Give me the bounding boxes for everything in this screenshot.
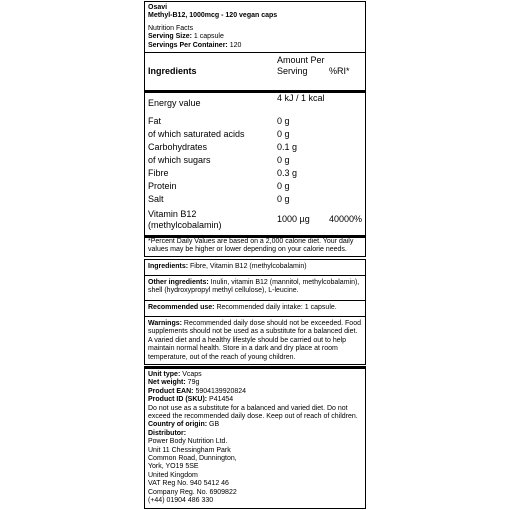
- distributor-address: [148, 438, 362, 505]
- product-sku: [148, 396, 362, 404]
- nutrient-amount: 0 g: [277, 155, 290, 165]
- sku-value: P41454: [207, 396, 234, 404]
- ingredients-line: [148, 263, 362, 271]
- table-row: [145, 168, 365, 180]
- divider: [145, 316, 365, 317]
- distributor-address-line: VAT Reg No. 940 5412 46: [148, 480, 229, 488]
- table-row: [145, 116, 365, 128]
- servings-value: 120: [227, 41, 242, 49]
- table-row: [145, 209, 365, 234]
- divider: [145, 275, 365, 276]
- country-of-origin: [148, 421, 362, 429]
- nutrient-amount: 0 g: [277, 194, 290, 204]
- nutrient-amount: 0 g: [277, 181, 290, 191]
- net-weight: [148, 379, 362, 387]
- label-header: [148, 4, 362, 50]
- nutrient-name: of which sugars: [148, 155, 211, 165]
- distributor-address-line: Power Body Nutrition Ltd.: [148, 438, 228, 446]
- nutrient-amount: 0 g: [277, 129, 290, 139]
- unit-type-label: Unit type:: [148, 371, 181, 378]
- nutrient-name: Energy value: [148, 98, 201, 108]
- serving-size: [148, 33, 362, 41]
- nutrient-amount: 0.1 g: [277, 142, 298, 152]
- nutrient-amount: 4 kJ / 1 kcal: [277, 93, 325, 103]
- table-row: [145, 129, 365, 141]
- table-row: [145, 142, 365, 154]
- header-divider: [145, 52, 365, 53]
- divider: [145, 300, 365, 301]
- nutrient-name: Fibre: [148, 168, 169, 178]
- nutrition-facts-title: Nutrition Facts: [148, 24, 194, 32]
- net-weight-value: 79g: [185, 379, 200, 387]
- distributor-address-line: Common Road, Dunnington,: [148, 455, 237, 463]
- nutrient-name: Protein: [148, 181, 177, 191]
- nutrient-amount: 0 g: [277, 116, 290, 126]
- unit-type: [148, 371, 362, 379]
- warnings: [148, 320, 362, 362]
- ean-label: Product EAN:: [148, 387, 194, 395]
- ingredients-label: Ingredients:: [148, 263, 189, 270]
- other-ingredients-label: Other ingredients:: [148, 279, 209, 286]
- ingredients-text: Fibre, Vitamin B12 (methylcobalamin): [188, 263, 307, 270]
- nutrient-name: Fat: [148, 116, 162, 126]
- disclaimer: Do not use as a substitute for a balanced and varied diet. Do not exceed the recommended daily dose. Keep out of reach of children.: [148, 404, 358, 421]
- table-footnote: *Percent Daily Values are based on a 2,000 calorie diet. Your daily values may be higher or lower depending on your calorie needs.: [148, 238, 354, 254]
- product-details-panel: [144, 366, 366, 509]
- distributor-address-line: (+44) 01904 486 330: [148, 497, 214, 505]
- nutrient-name: Vitamin B12 (methylcobalamin): [148, 209, 222, 230]
- supplement-label: [144, 0, 366, 510]
- nutrient-name: Carbohydrates: [148, 142, 208, 152]
- distributor-label: Distributor:: [148, 429, 187, 437]
- servings-per-container: [148, 42, 362, 50]
- table-row: [145, 181, 365, 193]
- other-ingredients: [148, 279, 362, 296]
- product-ean: [148, 388, 362, 396]
- distributor-address-line: United Kingdom: [148, 471, 198, 479]
- product-name: Methyl-B12, 1000mcg - 120 vegan caps: [148, 12, 278, 20]
- distributor-address-line: York, YO19 5SE: [148, 463, 199, 471]
- distributor-address-line: Company Reg. No. 6909822: [148, 488, 237, 496]
- nutrient-ri: 40000%: [329, 214, 363, 224]
- servings-label: Servings Per Container:: [148, 41, 228, 49]
- distributor-address-line: Unit 11 Chessingham Park: [148, 446, 231, 454]
- serving-size-label: Serving Size:: [148, 33, 192, 41]
- warnings-label: Warnings:: [148, 320, 182, 327]
- col-ri: %RI*: [329, 66, 350, 76]
- table-column-header: [145, 55, 365, 89]
- recommended-use-text: Recommended daily intake: 1 capsule.: [214, 304, 337, 311]
- nutrient-name: of which saturated acids: [148, 129, 245, 139]
- col-amount: Amount Per Serving: [277, 55, 325, 76]
- unit-type-value: Vcaps: [180, 371, 202, 378]
- net-weight-label: Net weight:: [148, 379, 186, 387]
- table-row: [145, 93, 365, 115]
- origin-label: Country of origin:: [148, 421, 208, 429]
- nutrient-name: Salt: [148, 194, 164, 204]
- brand-name: Osavi: [148, 4, 168, 11]
- warnings-text: Recommended daily dose should not be exceeded. Food supplements should not be used as a substitute for a balanced diet. A varied diet and a healthy lifestyle should be carried out to help maintain normal health. Store in a dark and dry place at room temperature, out of the reach of young children.: [148, 320, 361, 361]
- table-row: [145, 155, 365, 167]
- origin-value: GB: [207, 421, 220, 429]
- recommended-use-label: Recommended use:: [148, 304, 215, 311]
- serving-size-value: 1 capsule: [191, 33, 224, 41]
- nutrition-facts-panel: [144, 1, 366, 257]
- other-ingredients-text: Inulin, vitamin B12 (mannitol, methylcobalamin), shell (hydroxypropyl methyl cellulose), L-leucine.: [148, 279, 360, 295]
- ean-value: 5904139920824: [193, 387, 247, 395]
- col-ingredients: Ingredients: [148, 66, 197, 76]
- nutrient-amount: 0.3 g: [277, 168, 298, 178]
- recommended-use: [148, 304, 362, 312]
- sku-label: Product ID (SKU):: [148, 396, 208, 404]
- ingredients-panel: [144, 259, 366, 365]
- table-row: [145, 194, 365, 206]
- nutrient-amount: 1000 µg: [277, 214, 310, 224]
